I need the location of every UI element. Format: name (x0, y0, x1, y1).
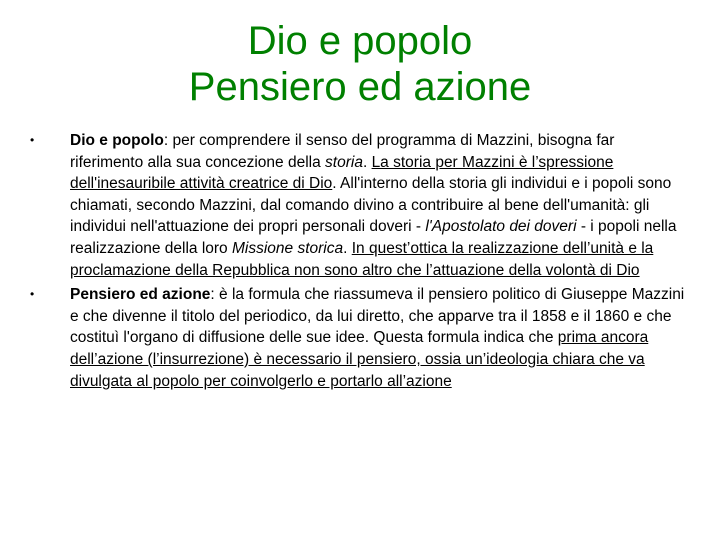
bullet-text: : per comprendere il senso del programma di Mazzini, bisogna far riferimento alla sua concezione della (70, 132, 615, 171)
bullet-text: : è la formula che riassumeva il pensiero politico di Giuseppe Mazzini e che divenne il titolo del periodico, da lui diretto, che apparve tra il 1858 e il 1860 e che costituì l'organo di diffusione delle sue idee. Questa formula indica che (70, 286, 685, 347)
bullet-italic-text: Missione storica (231, 239, 344, 257)
bullet-text: . (362, 153, 372, 171)
bullet-term: Dio e popolo (70, 132, 164, 149)
bullet-list (30, 130, 690, 395)
bullet-underlined-text: prima ancora dell’azione (l’insurrezione) è necessario il pensiero, ossia un’ideologia chiara che va divulgata al popolo per coinvolgerlo e portarlo all’azione (70, 329, 649, 390)
bullet-italic-text: storia (325, 153, 363, 171)
bullet-italic-text: l'Apostolato dei doveri (425, 218, 577, 236)
bullet-text: . All'interno della storia gli individui e i popoli sono chiamati, secondo Mazzini, dal comando divino a contribuire al bene dell'umanità: gli individui nell'attuazione dei propri personali doveri - (70, 175, 672, 236)
bullet-dot-icon: • (30, 133, 35, 147)
bullet-item-pensiero-ed-azione (30, 284, 690, 392)
bullet-item-dio-e-popolo (30, 130, 690, 281)
bullet-underlined-text: La storia per Mazzini è l’spressione dell'inesauribile attività creatrice di Dio (70, 153, 614, 193)
bullet-text: . (343, 239, 352, 257)
title-line-2: Pensiero ed azione (188, 65, 532, 109)
bullet-term: Pensiero ed azione (70, 286, 211, 304)
bullet-dot-icon: • (30, 287, 35, 302)
bullet-text: - i popoli nella realizzazione della loro (70, 218, 677, 257)
bullet-underlined-text: In quest’ottica la realizzazione dell’unità e la proclamazione della Repubblica non sono altro che l’attuazione della volontà di Dio (70, 239, 654, 279)
title-line-1: Dio e popolo (247, 19, 473, 63)
slide-title (0, 18, 720, 110)
